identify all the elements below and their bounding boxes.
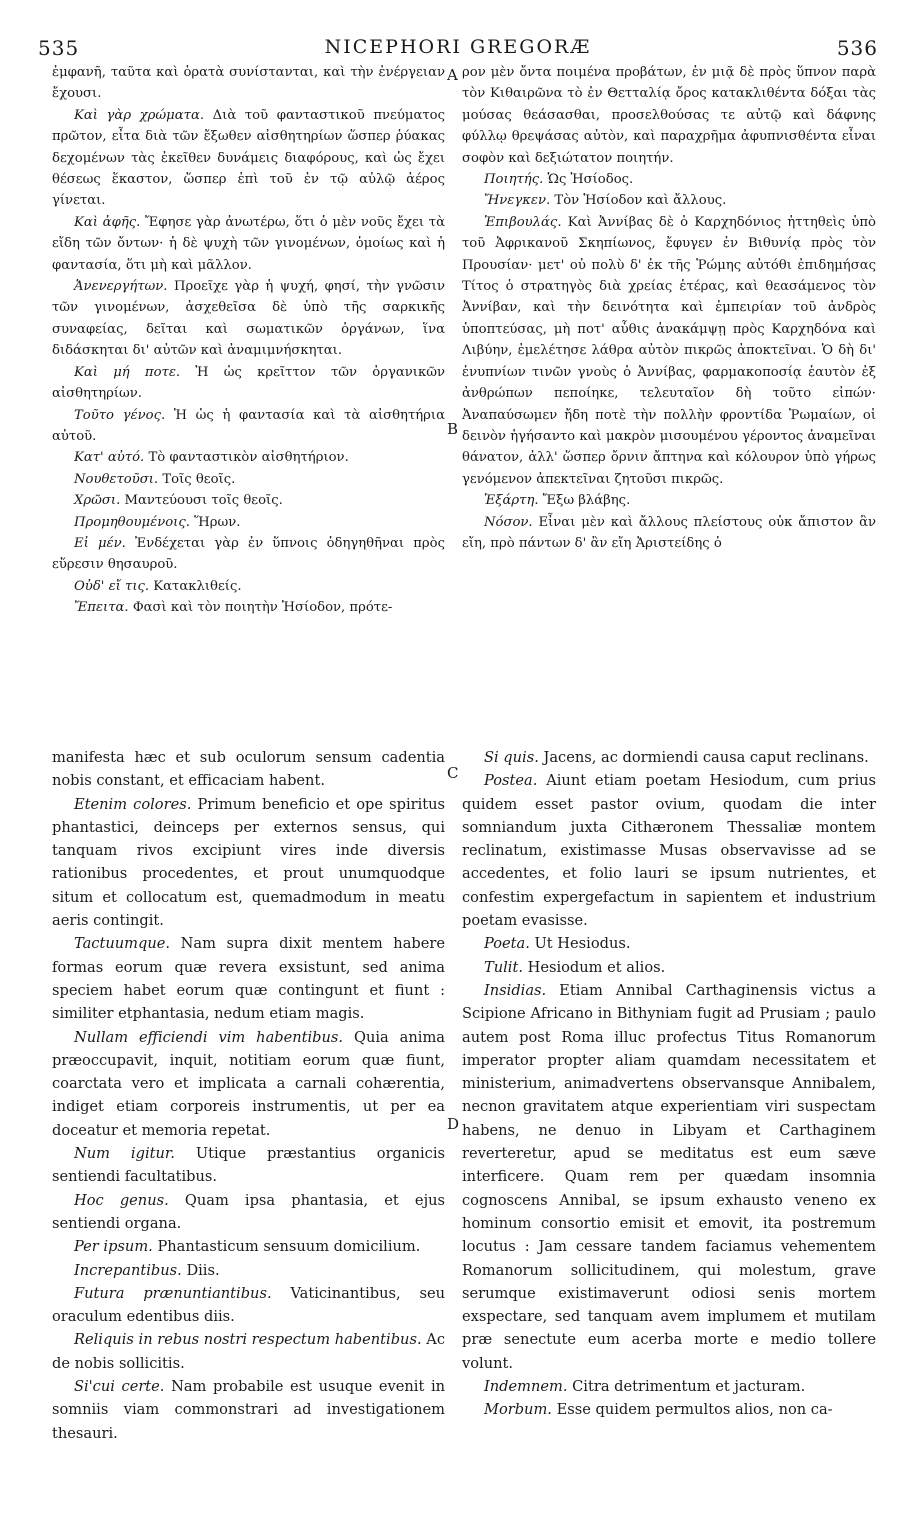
note-text: Vaticinantibus, seu oraculum edentibus diis. [52, 1284, 446, 1326]
margin-marker-a: A [447, 66, 458, 84]
note-text: Ὡς Ἡσίοδος. [547, 172, 634, 188]
note-lemma: Etenim colores. [74, 795, 192, 813]
note-text: Diis. [186, 1261, 220, 1279]
note-text: Jacens, ac dormiendi causa caput reclinans. [543, 749, 869, 766]
note-entry [462, 512, 876, 555]
note-entry [462, 169, 876, 190]
note-entry [52, 1282, 445, 1329]
note-lemma: Νόσον. [484, 514, 533, 530]
margin-marker-b: B [447, 420, 459, 438]
note-lemma: Increpantibus. [74, 1261, 182, 1279]
note-entry [462, 190, 876, 211]
note-text: Ἡ ὡς ἡ φαντασία καὶ τὰ αἰσθητήρια αὐτοῦ. [52, 407, 445, 444]
running-header [38, 36, 878, 62]
note-entry [462, 956, 876, 979]
note-lemma: Χρῶσι. [74, 493, 121, 509]
note-entry [462, 932, 876, 955]
margin-marker-d: D [447, 1115, 460, 1133]
note-text: Ἡ ὡς κρεῖττον τῶν ὀργανικῶν αἰσθητηρίων. [52, 364, 445, 402]
note-lemma: Ἐξάρτη. [484, 493, 539, 509]
latin-column-right [462, 746, 876, 1422]
note-entry [462, 62, 876, 169]
note-entry [52, 212, 445, 276]
note-entry [52, 1375, 445, 1445]
note-text: ἐμφανῆ, ταῦτα καὶ ὁρατὰ συνίστανται, καὶ τὴν ἐνέργειαν ἔχουσι. [52, 65, 445, 102]
note-text: Citra detrimentum et jacturam. [572, 1378, 806, 1396]
note-lemma: Καὶ μή ποτε. [74, 364, 181, 380]
note-entry [52, 105, 445, 212]
note-text: Διὰ τοῦ φανταστικοῦ πνεύματος πρῶτον, εἶτα διὰ τῶν ἔξωθεν αἰσθητηρίων ὥσπερ ῥύακας δεχομένων τὰς ἐκεῖθεν δυνάμεις διαφόρους, καὶ ὡς ἔχει θέσεως ἕκαστον, ὥσπερ ἐπὶ τοῦ ἐν τῷ αὐλῷ ἀέρος γίνεται. [52, 107, 445, 209]
note-lemma: Οὐδ' εἴ τις. [74, 578, 150, 594]
note-entry [52, 793, 445, 933]
note-text: Hesiodum et alios. [527, 958, 666, 976]
note-lemma: Τοῦτο γένος. [74, 407, 166, 423]
note-lemma: Εἰ μέν. [74, 535, 126, 551]
note-entry [52, 1259, 445, 1282]
note-text: Quam ipsa phantasia, et ejus sentiendi organa. [52, 1191, 445, 1232]
note-entry [462, 1398, 876, 1421]
margin-marker-c: C [447, 764, 459, 782]
note-entry [52, 276, 445, 362]
note-text: Aiunt etiam poetam Hesiodum, cum prius quidem esset pastor ovium, quodam die inter somniandum juxta Cithæronem Thessaliæ montem reclinatum, existimasse Musas observavisse ad se accedentes, et folio lauri se ipsum nutrientes, et confestim expergefactum in sapientem et industrium poetam evasisse. [462, 772, 877, 930]
note-lemma: Νουθετοῦσι. [74, 471, 159, 487]
note-lemma: Num igitur. [74, 1145, 175, 1163]
note-text: Esse quidem permultos alios, non ca- [556, 1401, 833, 1419]
note-text: Primum beneficio et ope spiritus phantastici, deinceps per externos sensus, qui tanquam rivos excipiunt vires inde diversis rationibus procedentes, et prout unumquodque situm et collocatum est, quemadmodum in meatu aeris contingit. [52, 795, 446, 930]
note-text: Μαντεύουσι τοῖς θεοῖς. [124, 493, 283, 509]
note-text: Τὸ φανταστικὸν αἰσθητήριον. [148, 450, 349, 466]
note-entry [52, 932, 445, 1025]
note-text: Καὶ Ἀννίβας δὲ ὁ Καρχηδόνιος ἡττηθεὶς ὑπὸ τοῦ Ἀφρικανοῦ Σκηπίωνος, ἔφυγεν ἐν Βιθυνίᾳ πρὸς τὸν Προυσίαν· μετ' οὐ πολὺ δ' ἐκ τῆς Ῥώμης αὐτόθι ἐπιδημήσας Τίτος ὁ στρατηγὸς διὰ χρείας ἑτέρας, καὶ θεασάμενος τὸν Ἀννίβαν, καὶ τὴν δεινότητα καὶ ἐμπειρίαν τοῦ ἀνδρὸς ὑποπτεύσας, μὴ ποτ' αὖθις ἀνακάμψῃ πρὸς Καρχηδόνα καὶ Λιβύην, ἐμελέτησε λάθρα αὐτὸν πικρῶς ἀποκτεῖναι. Ὁ δὴ δι' ἐνυπνίων τινῶν γνοὺς ὁ Ἀννίβας, φαρμακοποσίᾳ ἑαυτὸν ἐξ ἀνθρώπων πεποίηκε, τελευταῖον δὴ τοῦτο εἰπών· Ἀναπαύσωμεν ἤδη ποτὲ τὴν πολλὴν φροντίδα Ῥωμαίων, οἱ δεινὸν ἡγήσαντο καὶ μακρὸν μισουμένου γέροντος ἀναμεῖναι θάνατον, ἀλλ' ὥσπερ ὄρνιν ἄπτηνα καὶ κόλουρον ὑπὸ γήρως γενόμενον ἀπεκτεῖναι ζητοῦσι πικρῶς. [462, 214, 876, 487]
note-entry [462, 746, 876, 769]
latin-column-left [52, 746, 445, 1445]
note-entry [462, 769, 876, 932]
note-text: Ἔφησε γὰρ ἀνωτέρω, ὅτι ὁ μὲν νοῦς ἔχει τὰ εἴδη τῶν ὄντων· ἡ δὲ ψυχὴ τῶν γινομένων, ὁμοίως καὶ ἡ φαντασία, ὅτι μὴ καὶ μᾶλλον. [52, 214, 445, 273]
note-lemma: Indemnem. [484, 1378, 568, 1396]
note-lemma: Reliquis in rebus nostri respectum habentibus. [74, 1331, 422, 1349]
note-entry [52, 1026, 445, 1142]
note-entry [52, 1189, 445, 1236]
note-lemma: Καὶ ἀφῆς. [74, 214, 141, 230]
note-text: manifesta hæc et sub oculorum sensum cadentia nobis constant, et efficaciam habent. [52, 749, 445, 790]
note-text: Nam supra dixit mentem habere formas eorum quæ revera exsistunt, sed anima speciem habet eorum quæ contingunt et fiunt : similiter etphantasia, nedum etiam magis. [52, 935, 445, 1023]
note-lemma: Ποιητής. [484, 172, 544, 188]
note-entry [52, 1142, 445, 1189]
note-lemma: Hoc genus. [74, 1191, 169, 1209]
note-lemma: Per ipsum. [74, 1238, 153, 1256]
note-lemma: Insidias. [484, 981, 547, 999]
note-text: ρον μὲν ὄντα ποιμένα προβάτων, ἐν μιᾷ δὲ πρὸς ὕπνον παρὰ τὸν Κιθαιρῶνα τὸ ἐν Θετταλίᾳ ὄρος κατακλιθέντα δόξαι τὰς μούσας θεάσασθαι, προσελθούσας τε αὐτῷ καὶ δάφνης φύλλῳ θρεψάσας αὐτὸν, καὶ παραχρῆμα ἀφυπνισθέντα εἶναι σοφὸν καὶ δεξιώτατον ποιητήν. [462, 65, 876, 166]
note-lemma: Καὶ γὰρ χρώματα. [74, 107, 205, 123]
greek-column-right [462, 62, 876, 554]
note-text: Nam probabile est usuque evenit in somniis viam commonstrari ad investigationem thesauri. [52, 1378, 446, 1442]
note-entry [52, 576, 445, 597]
note-lemma: Si quis. [484, 749, 539, 766]
note-lemma: Futura prænuntiantibus. [74, 1284, 272, 1302]
note-text: Φασὶ καὶ τὸν ποιητὴν Ἡσίοδον, πρότε- [132, 600, 393, 616]
note-lemma: Morbum. [484, 1401, 552, 1419]
note-text: Τοῖς θεοῖς. [162, 471, 236, 487]
note-text: Ἥρων. [194, 514, 241, 530]
note-text: Ac de nobis sollicitis. [52, 1331, 445, 1372]
note-entry [462, 979, 876, 1375]
note-entry [52, 597, 445, 618]
note-entry [52, 490, 445, 511]
note-text: Τὸν Ἡσίοδον καὶ ἄλλους. [554, 193, 727, 209]
running-title: NICEPHORI GREGORÆ [324, 36, 592, 58]
note-entry [52, 62, 445, 105]
note-text: Phantasticum sensuum domicilium. [157, 1238, 421, 1256]
note-lemma: Ἔπειτα. [74, 600, 129, 616]
note-entry [52, 1328, 445, 1375]
note-entry [52, 512, 445, 533]
note-entry [52, 405, 445, 448]
note-lemma: Tulit. [484, 958, 523, 976]
note-lemma: Si'cui certe. [74, 1378, 165, 1396]
note-lemma: Nullam efficiendi vim habentibus. [74, 1028, 344, 1046]
note-entry [52, 447, 445, 468]
note-text: Etiam Annibal Carthaginensis victus a Scipione Africano in Bithyniam fugit ad Prusiam ; paulo autem post Roma illuc profectus Titus Romanorum imperator propter aliam quamdam necessitatem et ministerium, animadvertens observansque Annibalem, necnon gravitatem atque experientiam viri suspectam habens, ne denuo in Libyam et Carthaginem reverteretur, apud se meditatus est eum sæve interficere. Quam rem per quædam insomnia cognoscens Annibal, se ipsum exhausto veneno ex hominum consortio emisit et emovit, ita postremum locutus : Jam cessare tandem faciamus vehementem Romanorum sollicitudinem, qui molestum, grave serumque existimaverunt odiosi senis mortem exspectare, sed tanquam avem implumem et mutilam præ senectute eum acerba morte e medio tollere volunt. [462, 981, 877, 1372]
note-entry [52, 746, 445, 793]
note-lemma: Postea. [484, 772, 538, 790]
note-entry [52, 533, 445, 576]
note-lemma: Tactuumque. [74, 935, 170, 953]
note-lemma: Ἐπιβουλάς. [484, 214, 562, 230]
note-entry [52, 362, 445, 405]
note-lemma: Ἀνενεργήτων. [74, 279, 168, 295]
note-text: Προεῖχε γὰρ ἡ ψυχή, φησί, τὴν γνῶσιν τῶν γινομένων, ἀσχεθεῖσα δὲ ὑπὸ τῆς σαρκικῆς συναφείας, δεῖται καὶ σωματικῶν ὀργάνων, ἵνα διδάσκηται δι' αὐτῶν καὶ ἀναμιμνήσκηται. [52, 279, 445, 359]
note-text: Utique præstantius organicis sentiendi facultatibus. [52, 1145, 445, 1186]
note-entry [52, 469, 445, 490]
note-lemma: Προμηθουμένοις. [74, 514, 190, 530]
note-lemma: Κατ' αὐτό. [74, 450, 145, 466]
note-text: Κατακλιθείς. [153, 578, 242, 594]
note-text: Ut Hesiodus. [534, 935, 631, 953]
note-text: Ἔξω βλάβης. [542, 493, 631, 509]
note-lemma: Poeta. [484, 935, 530, 953]
note-entry [52, 1235, 445, 1258]
left-page-number: 535 [38, 36, 80, 60]
note-text: Quia anima præoccupavit, inquit, notitiam eorum quæ fiunt, coarctata vero et implicata a carnali cohærentia, indiget etiam corporeis instrumentis, ut per ea doceatur et memoria repetat. [52, 1028, 445, 1139]
right-page-number: 536 [836, 36, 878, 60]
note-text: Εἶναι μὲν καὶ ἄλλους πλείστους οὐκ ἄπιστον ἂν εἴη, πρὸ πάντων δ' ἂν εἴη Ἀριστείδης ὁ [462, 514, 876, 551]
note-entry [462, 1375, 876, 1398]
greek-column-left [52, 62, 445, 619]
note-entry [462, 212, 876, 490]
note-entry [462, 490, 876, 511]
note-text: Ἐνδέχεται γὰρ ἐν ὕπνοις ὁδηγηθῆναι πρὸς εὕρεσιν θησαυροῦ. [52, 535, 445, 573]
note-lemma: Ἤνεγκεν. [484, 193, 551, 209]
